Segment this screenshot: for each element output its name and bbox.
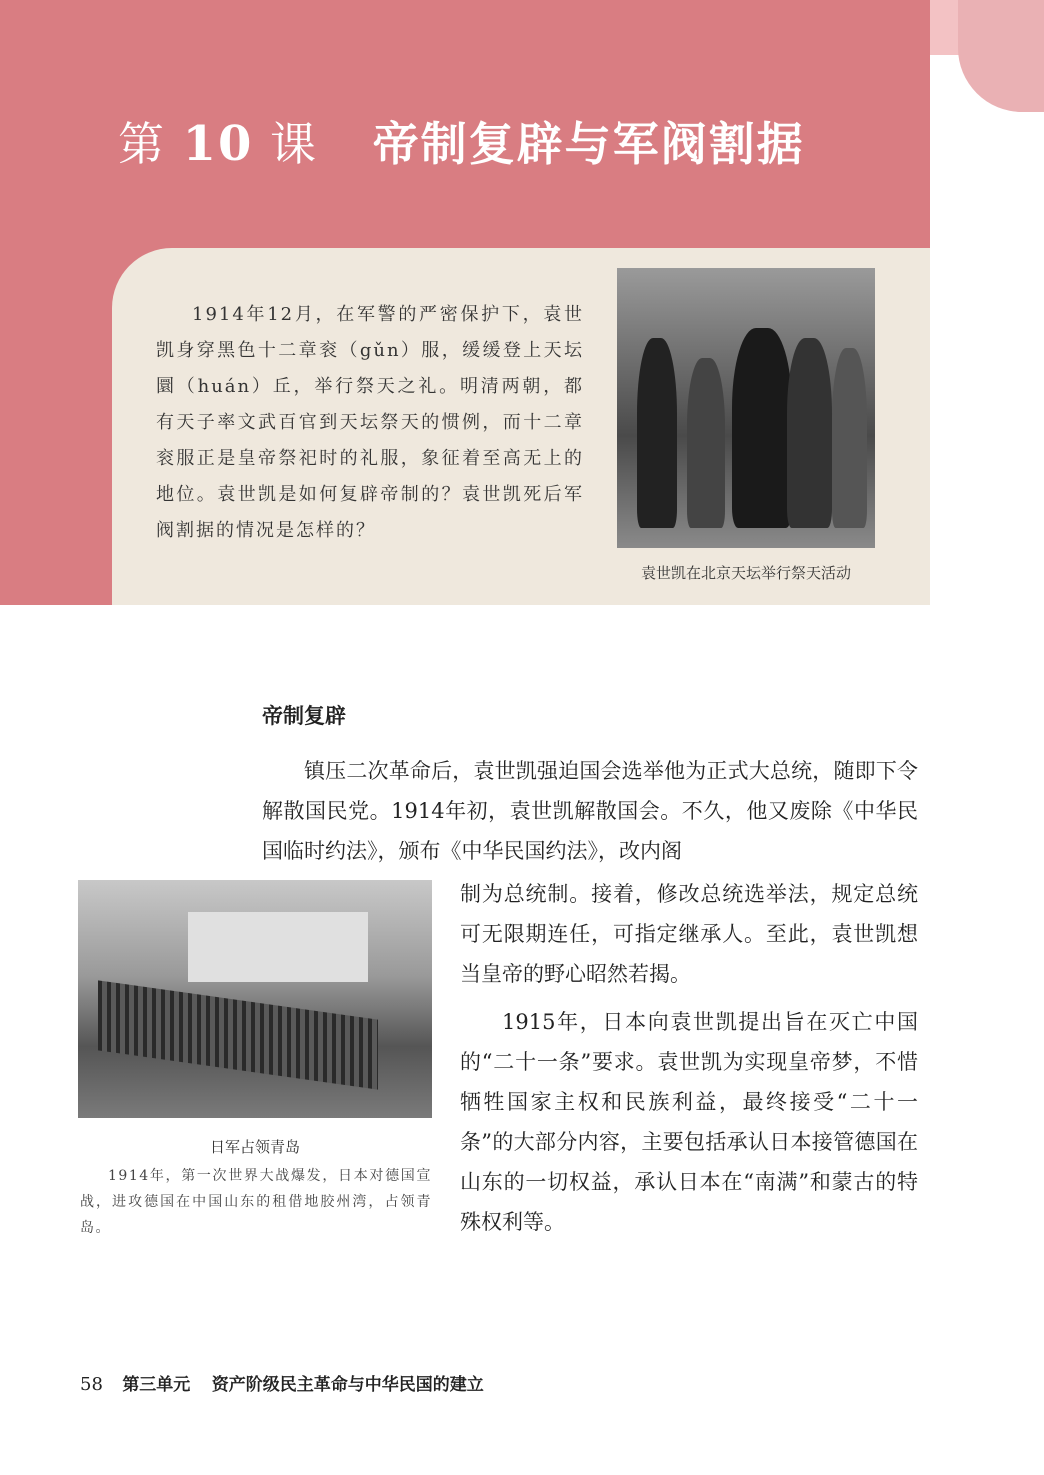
unit-label: 第三单元 (122, 1375, 191, 1395)
paragraph-1-top: 镇压二次革命后，袁世凯强迫国会选举他为正式大总统，随即下令解散国民党。1914年初，袁世凯解散国会。不久，他又废除《中华民国临时约法》，颁布《中华民国约法》，改内阁 (262, 759, 918, 863)
section-title: 帝制复辟 (262, 703, 346, 728)
lesson-number: 10 (182, 116, 254, 172)
intro-photo-caption: 袁世凯在北京天坛举行祭天活动 (640, 564, 851, 582)
yuan-shikai-ceremony-photo (617, 268, 875, 548)
page-number: 58 (80, 1374, 103, 1395)
lesson-main-title: 帝制复辟与军阀割据 (372, 117, 805, 171)
lesson-title (118, 108, 805, 174)
paragraph-1-rest: 制为总统制。接着，修改总统选举法，规定总统可无限期连任，可指定继承人。至此，袁世凯想当皇帝的野心昭然若揭。 (460, 882, 918, 986)
page-footer (80, 1370, 484, 1395)
unit-title: 资产阶级民主革命与中华民国的建立 (211, 1375, 484, 1395)
qingdao-occupation-photo (78, 880, 432, 1118)
figure-2-caption: 1914年，第一次世界大战爆发，日本对德国宣战，进攻德国在中国山东的租借地胶州湾，占领青岛。 (80, 1168, 432, 1236)
intro-text: 1914年12月，在军警的严密保护下，袁世凯身穿黑色十二章衮（gǔn）服，缓缓登上天坛圜（huán）丘，举行祭天之礼。明清两朝，都有天子率文武百官到天坛祭天的惯例，而十二章衮服正是皇帝祭祀时的礼服，象征着至高无上的地位。袁世凯是如何复辟帝制的？袁世凯死后军阀割据的情况是怎样的？ (156, 304, 584, 541)
paragraph-2: 1915年，日本向袁世凯提出旨在灭亡中国的“二十一条”要求。袁世凯为实现皇帝梦，不惜牺牲国家主权和民族利益，最终接受“二十一条”的大部分内容，主要包括承认日本接管德国在山东的一切权益，承认日本在“南满”和蒙古的特殊权利等。 (460, 1010, 918, 1234)
figure-2-title: 日军占领青岛 (209, 1138, 300, 1156)
lesson-suffix: 课 (270, 117, 319, 171)
lesson-prefix: 第 (118, 117, 166, 171)
corner-circle-decoration (958, 0, 1044, 112)
